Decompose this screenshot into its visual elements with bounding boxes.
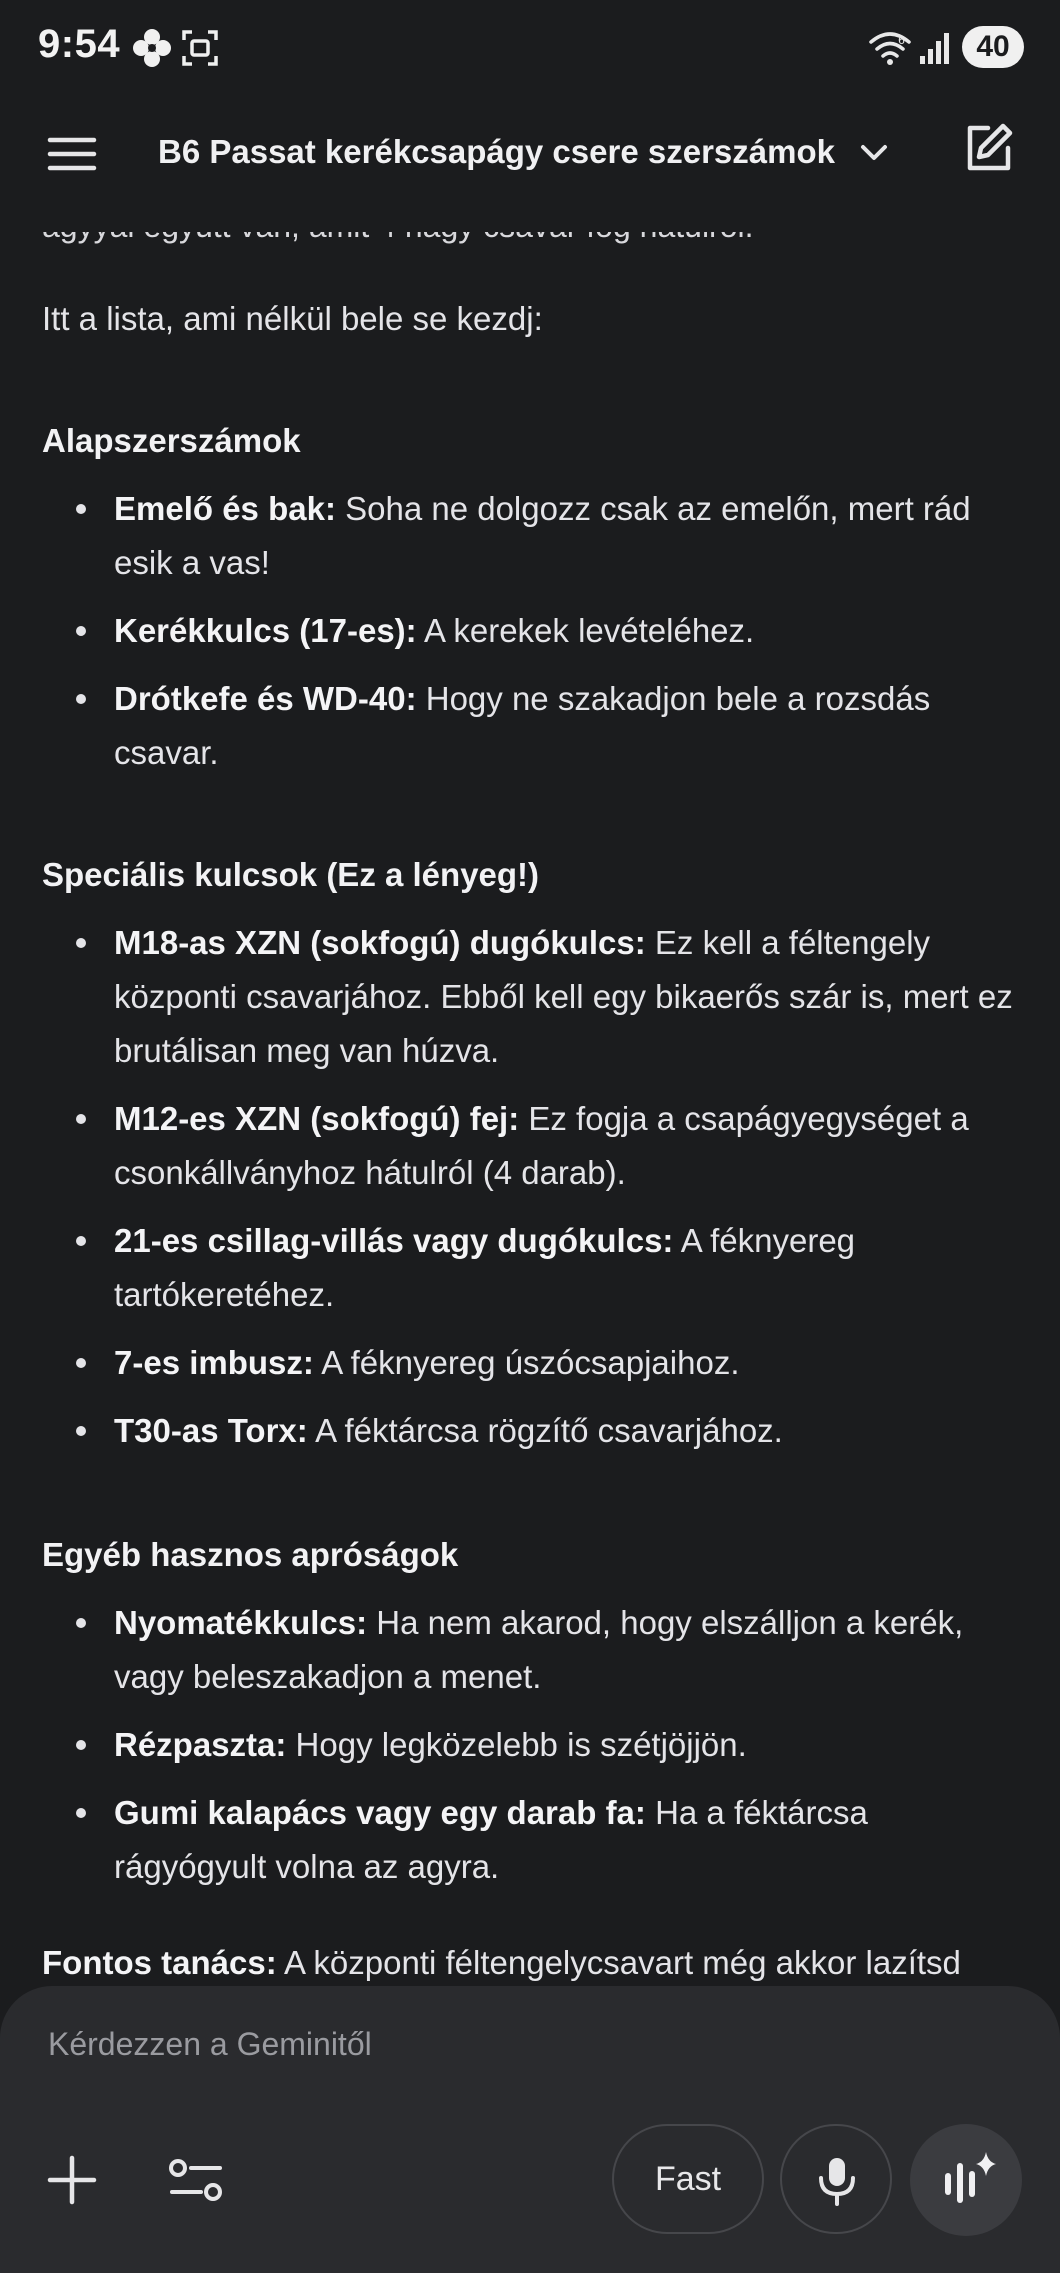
new-chat-edit-icon[interactable] — [958, 118, 1018, 178]
list-item: M18-as XZN (sokfogú) dugókulcs: Ez kell a féltengely központi csavarjához. Ebből kell egy bikaerős szár is, mert ez brutálisan meg van húzva. — [114, 916, 1014, 1078]
list-item: 7-es imbusz: A féknyereg úszócsapjaihoz. — [114, 1336, 1014, 1390]
section-heading: Speciális kulcsok (Ez a lényeg!) — [42, 856, 540, 893]
list-item: Nyomatékkulcs: Ha nem akarod, hogy elszálljon a kerék, vagy beleszakadjon a menet. — [114, 1596, 1014, 1704]
microphone-button[interactable] — [780, 2124, 892, 2234]
list-item: Kerékkulcs (17-es): A kerekek levételéhez. — [114, 604, 1014, 658]
screenshot-icon — [180, 28, 220, 68]
list-item: M12-es XZN (sokfogú) fej: Ez fogja a csapágyegységet a csonkállványhoz hátulról (4 darab). — [114, 1092, 1014, 1200]
microphone-icon — [815, 2156, 859, 2206]
list-item: T30-as Torx: A féktárcsa rögzítő csavarjához. — [114, 1404, 1014, 1458]
status-time: 9:54 — [38, 22, 121, 66]
menu-icon[interactable] — [44, 126, 100, 182]
model-select-button[interactable]: Fast — [612, 2124, 764, 2234]
section-heading: Alapszerszámok — [42, 422, 301, 459]
tip-text: Fontos tanács: A központi féltengelycsavart még akkor lazítsd — [42, 1944, 961, 1981]
chevron-down-icon — [857, 135, 891, 169]
list-item: Rézpaszta: Hogy legközelebb is szétjöjjön. — [114, 1718, 1014, 1772]
add-icon[interactable] — [44, 2152, 100, 2208]
input-panel — [0, 1986, 1060, 2273]
battery-indicator: 40 — [962, 26, 1024, 68]
section-heading: Egyéb hasznos apróságok — [42, 1536, 459, 1573]
list-item: 21-es csillag-villás vagy dugókulcs: A féknyereg tartókeretéhez. — [114, 1214, 1014, 1322]
list-item: Drótkefe és WD-40: Hogy ne szakadjon bele a rozsdás csavar. — [114, 672, 1014, 780]
pinwheel-icon — [132, 28, 172, 68]
live-sparkle-icon — [938, 2150, 998, 2210]
wifi-icon — [868, 30, 912, 66]
page-title: B6 Passat kerékcsapágy csere szerszámok — [158, 133, 835, 170]
top-app-bar — [0, 96, 1060, 232]
prompt-input[interactable] — [48, 2026, 948, 2063]
tools-icon[interactable] — [166, 2152, 226, 2208]
status-bar — [0, 0, 1060, 96]
list-item: Emelő és bak: Soha ne dolgozz csak az emelőn, mert rád esik a vas! — [114, 482, 1014, 590]
list-item: Gumi kalapács vagy egy darab fa: Ha a féktárcsa rágyógyult volna az agyra. — [114, 1786, 1014, 1894]
signal-icon — [918, 30, 952, 66]
response-content — [0, 186, 1060, 1986]
live-voice-button[interactable] — [910, 2124, 1022, 2236]
svg-text:6: 6 — [898, 34, 905, 47]
conversation-title-button[interactable] — [158, 122, 891, 182]
intro-text: Itt a lista, ami nélkül bele se kezdj: — [42, 300, 543, 337]
